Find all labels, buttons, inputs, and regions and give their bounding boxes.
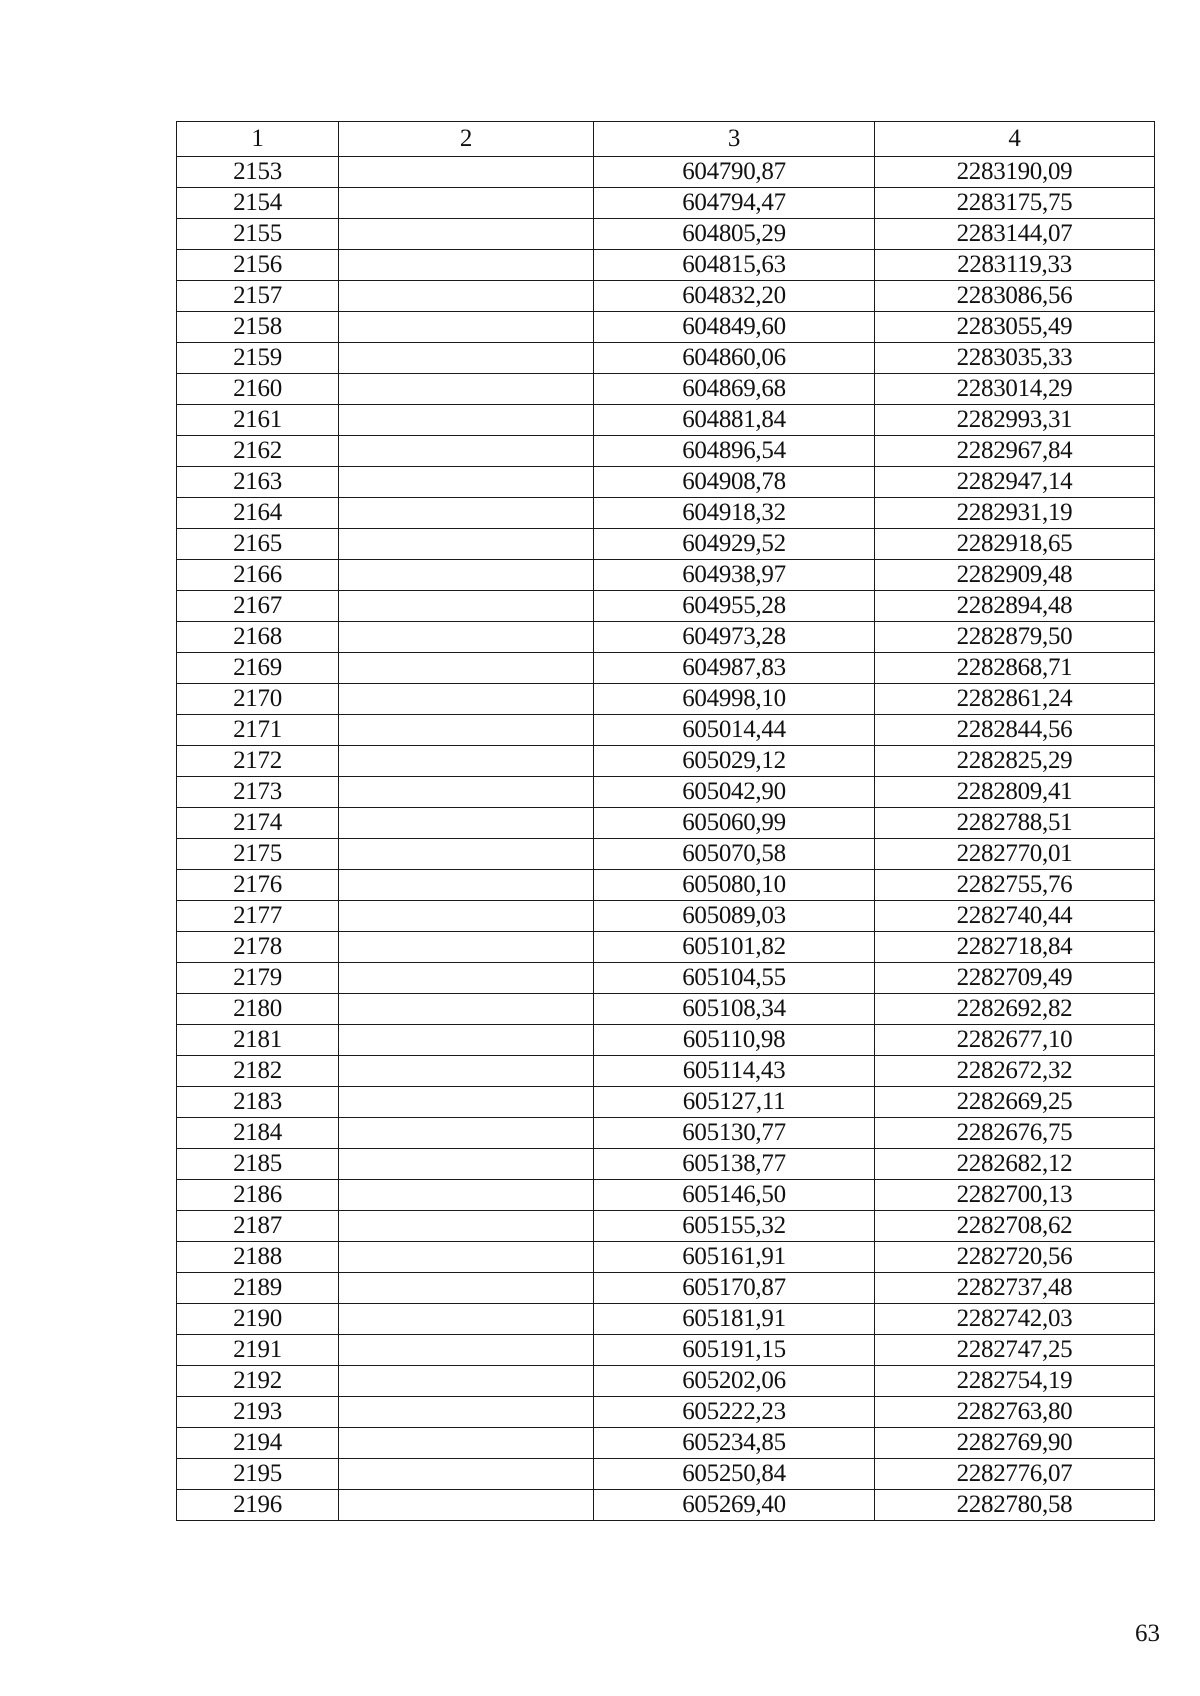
table-row — [177, 1118, 1155, 1149]
description-cell — [339, 436, 594, 467]
description-cell — [339, 932, 594, 963]
point-number-cell: 2160 — [177, 374, 339, 405]
y-coordinate-cell: 2282776,07 — [875, 1459, 1155, 1490]
y-coordinate-cell: 2282677,10 — [875, 1025, 1155, 1056]
x-coordinate-cell: 605138,77 — [594, 1149, 875, 1180]
x-coordinate-cell: 604938,97 — [594, 560, 875, 591]
x-coordinate-cell: 605104,55 — [594, 963, 875, 994]
column-header-2: 2 — [339, 122, 594, 157]
description-cell — [339, 188, 594, 219]
y-coordinate-cell: 2283035,33 — [875, 343, 1155, 374]
table-row — [177, 188, 1155, 219]
y-coordinate-cell: 2282669,25 — [875, 1087, 1155, 1118]
table-row — [177, 436, 1155, 467]
point-number-cell: 2196 — [177, 1490, 339, 1521]
table-row — [177, 1304, 1155, 1335]
y-coordinate-cell: 2282755,76 — [875, 870, 1155, 901]
x-coordinate-cell: 605110,98 — [594, 1025, 875, 1056]
description-cell — [339, 777, 594, 808]
point-number-cell: 2166 — [177, 560, 339, 591]
description-cell — [339, 343, 594, 374]
table-row — [177, 312, 1155, 343]
y-coordinate-cell: 2282720,56 — [875, 1242, 1155, 1273]
y-coordinate-cell: 2282718,84 — [875, 932, 1155, 963]
table-row — [177, 250, 1155, 281]
point-number-cell: 2168 — [177, 622, 339, 653]
point-number-cell: 2172 — [177, 746, 339, 777]
table-row — [177, 157, 1155, 188]
point-number-cell: 2193 — [177, 1397, 339, 1428]
y-coordinate-cell: 2282737,48 — [875, 1273, 1155, 1304]
table-row — [177, 870, 1155, 901]
x-coordinate-cell: 604860,06 — [594, 343, 875, 374]
point-number-cell: 2184 — [177, 1118, 339, 1149]
point-number-cell: 2164 — [177, 498, 339, 529]
x-coordinate-cell: 604896,54 — [594, 436, 875, 467]
table-row — [177, 777, 1155, 808]
description-cell — [339, 746, 594, 777]
y-coordinate-cell: 2283175,75 — [875, 188, 1155, 219]
x-coordinate-cell: 605029,12 — [594, 746, 875, 777]
y-coordinate-cell: 2282879,50 — [875, 622, 1155, 653]
description-cell — [339, 1211, 594, 1242]
x-coordinate-cell: 604881,84 — [594, 405, 875, 436]
x-coordinate-cell: 605161,91 — [594, 1242, 875, 1273]
description-cell — [339, 1304, 594, 1335]
point-number-cell: 2176 — [177, 870, 339, 901]
point-number-cell: 2163 — [177, 467, 339, 498]
description-cell — [339, 250, 594, 281]
table-row — [177, 1335, 1155, 1366]
table-row — [177, 994, 1155, 1025]
x-coordinate-cell: 605170,87 — [594, 1273, 875, 1304]
x-coordinate-cell: 604849,60 — [594, 312, 875, 343]
description-cell — [339, 1056, 594, 1087]
point-number-cell: 2171 — [177, 715, 339, 746]
x-coordinate-cell: 605070,58 — [594, 839, 875, 870]
x-coordinate-cell: 605114,43 — [594, 1056, 875, 1087]
description-cell — [339, 653, 594, 684]
y-coordinate-cell: 2282909,48 — [875, 560, 1155, 591]
point-number-cell: 2188 — [177, 1242, 339, 1273]
description-cell — [339, 715, 594, 746]
y-coordinate-cell: 2283119,33 — [875, 250, 1155, 281]
point-number-cell: 2189 — [177, 1273, 339, 1304]
y-coordinate-cell: 2283014,29 — [875, 374, 1155, 405]
table-row — [177, 1490, 1155, 1521]
table-row — [177, 1180, 1155, 1211]
point-number-cell: 2170 — [177, 684, 339, 715]
x-coordinate-cell: 604973,28 — [594, 622, 875, 653]
y-coordinate-cell: 2282672,32 — [875, 1056, 1155, 1087]
table-row — [177, 529, 1155, 560]
y-coordinate-cell: 2282708,62 — [875, 1211, 1155, 1242]
table-row — [177, 498, 1155, 529]
description-cell — [339, 374, 594, 405]
table-header — [177, 122, 1155, 157]
point-number-cell: 2155 — [177, 219, 339, 250]
table-row — [177, 963, 1155, 994]
y-coordinate-cell: 2282742,03 — [875, 1304, 1155, 1335]
description-cell — [339, 870, 594, 901]
point-number-cell: 2154 — [177, 188, 339, 219]
x-coordinate-cell: 605202,06 — [594, 1366, 875, 1397]
x-coordinate-cell: 605060,99 — [594, 808, 875, 839]
description-cell — [339, 1118, 594, 1149]
table-row — [177, 1211, 1155, 1242]
description-cell — [339, 1273, 594, 1304]
column-header-4: 4 — [875, 122, 1155, 157]
description-cell — [339, 312, 594, 343]
table-row — [177, 1459, 1155, 1490]
point-number-cell: 2183 — [177, 1087, 339, 1118]
y-coordinate-cell: 2282825,29 — [875, 746, 1155, 777]
table-row — [177, 839, 1155, 870]
y-coordinate-cell: 2282682,12 — [875, 1149, 1155, 1180]
table-row — [177, 1397, 1155, 1428]
table-row — [177, 1428, 1155, 1459]
point-number-cell: 2180 — [177, 994, 339, 1025]
y-coordinate-cell: 2282868,71 — [875, 653, 1155, 684]
description-cell — [339, 1025, 594, 1056]
table-row — [177, 1056, 1155, 1087]
table-row — [177, 684, 1155, 715]
x-coordinate-cell: 605250,84 — [594, 1459, 875, 1490]
x-coordinate-cell: 604908,78 — [594, 467, 875, 498]
x-coordinate-cell: 605234,85 — [594, 1428, 875, 1459]
point-number-cell: 2161 — [177, 405, 339, 436]
table-row — [177, 746, 1155, 777]
description-cell — [339, 963, 594, 994]
description-cell — [339, 560, 594, 591]
y-coordinate-cell: 2283086,56 — [875, 281, 1155, 312]
x-coordinate-cell: 605191,15 — [594, 1335, 875, 1366]
x-coordinate-cell: 605181,91 — [594, 1304, 875, 1335]
table-row — [177, 932, 1155, 963]
table-row — [177, 653, 1155, 684]
point-number-cell: 2181 — [177, 1025, 339, 1056]
point-number-cell: 2174 — [177, 808, 339, 839]
y-coordinate-cell: 2282709,49 — [875, 963, 1155, 994]
table-row — [177, 715, 1155, 746]
x-coordinate-cell: 605146,50 — [594, 1180, 875, 1211]
description-cell — [339, 529, 594, 560]
x-coordinate-cell: 605269,40 — [594, 1490, 875, 1521]
x-coordinate-cell: 605089,03 — [594, 901, 875, 932]
x-coordinate-cell: 604805,29 — [594, 219, 875, 250]
point-number-cell: 2173 — [177, 777, 339, 808]
x-coordinate-cell: 605080,10 — [594, 870, 875, 901]
x-coordinate-cell: 604987,83 — [594, 653, 875, 684]
page-number: 63 — [1135, 1620, 1160, 1647]
table-row — [177, 1242, 1155, 1273]
point-number-cell: 2178 — [177, 932, 339, 963]
x-coordinate-cell: 605101,82 — [594, 932, 875, 963]
description-cell — [339, 622, 594, 653]
description-cell — [339, 1087, 594, 1118]
table-row — [177, 405, 1155, 436]
point-number-cell: 2165 — [177, 529, 339, 560]
point-number-cell: 2190 — [177, 1304, 339, 1335]
point-number-cell: 2153 — [177, 157, 339, 188]
description-cell — [339, 405, 594, 436]
description-cell — [339, 1149, 594, 1180]
y-coordinate-cell: 2282763,80 — [875, 1397, 1155, 1428]
x-coordinate-cell: 605222,23 — [594, 1397, 875, 1428]
y-coordinate-cell: 2282788,51 — [875, 808, 1155, 839]
description-cell — [339, 1459, 594, 1490]
x-coordinate-cell: 604918,32 — [594, 498, 875, 529]
point-number-cell: 2158 — [177, 312, 339, 343]
point-number-cell: 2182 — [177, 1056, 339, 1087]
header-row — [177, 122, 1155, 157]
y-coordinate-cell: 2283055,49 — [875, 312, 1155, 343]
y-coordinate-cell: 2282809,41 — [875, 777, 1155, 808]
table-row — [177, 343, 1155, 374]
x-coordinate-cell: 604794,47 — [594, 188, 875, 219]
point-number-cell: 2156 — [177, 250, 339, 281]
table-row — [177, 374, 1155, 405]
x-coordinate-cell: 605130,77 — [594, 1118, 875, 1149]
description-cell — [339, 498, 594, 529]
point-number-cell: 2162 — [177, 436, 339, 467]
table-row — [177, 281, 1155, 312]
y-coordinate-cell: 2282700,13 — [875, 1180, 1155, 1211]
description-cell — [339, 1180, 594, 1211]
description-cell — [339, 901, 594, 932]
description-cell — [339, 808, 594, 839]
point-number-cell: 2194 — [177, 1428, 339, 1459]
point-number-cell: 2186 — [177, 1180, 339, 1211]
description-cell — [339, 1366, 594, 1397]
description-cell — [339, 1490, 594, 1521]
y-coordinate-cell: 2282861,24 — [875, 684, 1155, 715]
description-cell — [339, 157, 594, 188]
y-coordinate-cell: 2282780,58 — [875, 1490, 1155, 1521]
description-cell — [339, 281, 594, 312]
y-coordinate-cell: 2282754,19 — [875, 1366, 1155, 1397]
x-coordinate-cell: 604869,68 — [594, 374, 875, 405]
y-coordinate-cell: 2282931,19 — [875, 498, 1155, 529]
x-coordinate-cell: 605155,32 — [594, 1211, 875, 1242]
table-body — [177, 157, 1155, 1521]
table-row — [177, 622, 1155, 653]
y-coordinate-cell: 2282967,84 — [875, 436, 1155, 467]
y-coordinate-cell: 2282844,56 — [875, 715, 1155, 746]
point-number-cell: 2187 — [177, 1211, 339, 1242]
table-row — [177, 808, 1155, 839]
table-row — [177, 219, 1155, 250]
x-coordinate-cell: 604955,28 — [594, 591, 875, 622]
y-coordinate-cell: 2283190,09 — [875, 157, 1155, 188]
point-number-cell: 2159 — [177, 343, 339, 374]
description-cell — [339, 1397, 594, 1428]
point-number-cell: 2192 — [177, 1366, 339, 1397]
x-coordinate-cell: 605127,11 — [594, 1087, 875, 1118]
point-number-cell: 2167 — [177, 591, 339, 622]
y-coordinate-cell: 2282947,14 — [875, 467, 1155, 498]
table-row — [177, 591, 1155, 622]
y-coordinate-cell: 2282894,48 — [875, 591, 1155, 622]
point-number-cell: 2175 — [177, 839, 339, 870]
point-number-cell: 2185 — [177, 1149, 339, 1180]
point-number-cell: 2169 — [177, 653, 339, 684]
description-cell — [339, 591, 594, 622]
y-coordinate-cell: 2282676,75 — [875, 1118, 1155, 1149]
description-cell — [339, 1335, 594, 1366]
description-cell — [339, 1242, 594, 1273]
description-cell — [339, 467, 594, 498]
table-row — [177, 1366, 1155, 1397]
table-row — [177, 467, 1155, 498]
y-coordinate-cell: 2282740,44 — [875, 901, 1155, 932]
y-coordinate-cell: 2282918,65 — [875, 529, 1155, 560]
point-number-cell: 2177 — [177, 901, 339, 932]
y-coordinate-cell: 2283144,07 — [875, 219, 1155, 250]
point-number-cell: 2179 — [177, 963, 339, 994]
description-cell — [339, 994, 594, 1025]
point-number-cell: 2195 — [177, 1459, 339, 1490]
table-row — [177, 560, 1155, 591]
x-coordinate-cell: 604832,20 — [594, 281, 875, 312]
table-row — [177, 1273, 1155, 1304]
table-row — [177, 1087, 1155, 1118]
column-header-1: 1 — [177, 122, 339, 157]
column-header-3: 3 — [594, 122, 875, 157]
y-coordinate-cell: 2282770,01 — [875, 839, 1155, 870]
point-number-cell: 2191 — [177, 1335, 339, 1366]
description-cell — [339, 1428, 594, 1459]
x-coordinate-cell: 604815,63 — [594, 250, 875, 281]
y-coordinate-cell: 2282692,82 — [875, 994, 1155, 1025]
table-row — [177, 901, 1155, 932]
x-coordinate-cell: 604929,52 — [594, 529, 875, 560]
description-cell — [339, 684, 594, 715]
y-coordinate-cell: 2282747,25 — [875, 1335, 1155, 1366]
x-coordinate-cell: 604790,87 — [594, 157, 875, 188]
table-row — [177, 1149, 1155, 1180]
x-coordinate-cell: 605108,34 — [594, 994, 875, 1025]
point-number-cell: 2157 — [177, 281, 339, 312]
table-row — [177, 1025, 1155, 1056]
x-coordinate-cell: 605014,44 — [594, 715, 875, 746]
description-cell — [339, 219, 594, 250]
description-cell — [339, 839, 594, 870]
x-coordinate-cell: 605042,90 — [594, 777, 875, 808]
y-coordinate-cell: 2282769,90 — [875, 1428, 1155, 1459]
x-coordinate-cell: 604998,10 — [594, 684, 875, 715]
coordinates-table — [176, 121, 1155, 1521]
y-coordinate-cell: 2282993,31 — [875, 405, 1155, 436]
